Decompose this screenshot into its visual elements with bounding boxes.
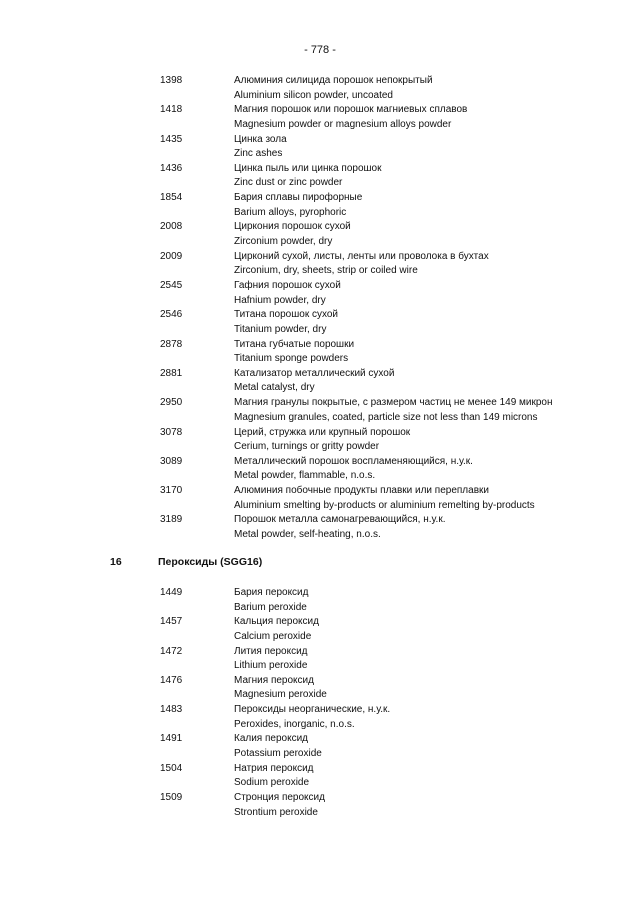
name-english: Strontium peroxide — [234, 806, 318, 818]
un-number: 1854 — [160, 192, 183, 204]
un-number: 2546 — [160, 309, 183, 321]
name-english: Zinc dust or zinc powder — [234, 177, 343, 189]
list-item — [0, 396, 640, 425]
un-number: 3078 — [160, 426, 183, 438]
un-number: 1418 — [160, 104, 183, 116]
name-russian: Титана порошок сухой — [234, 309, 339, 321]
list-item — [0, 279, 640, 308]
un-number: 1509 — [160, 792, 183, 804]
list-item — [0, 703, 640, 732]
name-russian: Магния порошок или порошок магниевых сплавов — [234, 104, 468, 116]
name-russian: Магния гранулы покрытые, с размером частиц не менее 149 микрон — [234, 397, 553, 409]
name-russian: Калия пероксид — [234, 733, 309, 745]
substance-description — [234, 484, 535, 513]
name-english: Aluminium smelting by-products or aluminium remelting by-products — [234, 499, 535, 511]
name-russian: Лития пероксид — [234, 645, 308, 657]
list-item — [0, 220, 640, 249]
name-russian: Цинка зола — [234, 133, 287, 145]
name-russian: Стронция пероксид — [234, 792, 325, 804]
name-english: Barium peroxide — [234, 601, 307, 613]
list-item — [0, 250, 640, 279]
un-number: 3170 — [160, 485, 183, 497]
name-russian: Катализатор металлический сухой — [234, 367, 395, 379]
un-number: 1491 — [160, 733, 183, 745]
un-number: 1476 — [160, 674, 183, 686]
list-item — [0, 338, 640, 367]
substance-description — [234, 191, 362, 220]
name-russian: Цирконий сухой, листы, ленты или проволока в бухтах — [234, 250, 489, 262]
list-item — [0, 762, 640, 791]
name-english: Calcium peroxide — [234, 630, 312, 642]
substance-description — [234, 162, 381, 191]
name-russian: Металлический порошок воспламеняющийся, н.у.к. — [234, 455, 473, 467]
list-item — [0, 74, 640, 103]
substance-description — [234, 250, 489, 279]
name-english: Zirconium, dry, sheets, strip or coiled wire — [234, 265, 418, 277]
name-russian: Гафния порошок сухой — [234, 280, 341, 292]
name-english: Potassium peroxide — [234, 747, 322, 759]
substance-description — [234, 133, 287, 162]
list-item — [0, 645, 640, 674]
substance-description — [234, 279, 341, 308]
substance-description — [234, 367, 394, 396]
name-english: Lithium peroxide — [234, 660, 308, 672]
un-number: 1398 — [160, 75, 183, 86]
name-english: Zirconium powder, dry — [234, 235, 333, 247]
un-number: 1457 — [160, 616, 183, 628]
substance-description — [234, 103, 467, 132]
substance-description — [234, 762, 314, 791]
name-english: Metal powder, self-heating, n.o.s. — [234, 528, 381, 540]
un-number: 2881 — [160, 367, 183, 379]
un-number: 2009 — [160, 250, 183, 262]
name-russian: Бария пероксид — [234, 587, 309, 598]
list-item — [0, 103, 640, 132]
list-item — [0, 513, 640, 542]
name-english: Cerium, turnings or gritty powder — [234, 441, 380, 453]
substance-description — [234, 426, 410, 455]
substance-description — [234, 74, 433, 103]
page-number: - 778 - — [304, 44, 336, 56]
name-english: Sodium peroxide — [234, 777, 310, 789]
section-number: 16 — [110, 556, 122, 568]
un-number: 2950 — [160, 397, 183, 409]
name-english: Aluminium silicon powder, uncoated — [234, 89, 393, 101]
name-english: Barium alloys, pyrophoric — [234, 206, 347, 218]
un-number: 1504 — [160, 762, 183, 774]
un-number: 2008 — [160, 221, 183, 233]
list-item — [0, 133, 640, 162]
list-item — [0, 162, 640, 191]
substance-description — [234, 703, 390, 732]
name-russian: Церий, стружка или крупный порошок — [234, 426, 411, 438]
list-item — [0, 426, 640, 455]
un-number: 3089 — [160, 455, 183, 467]
name-russian: Циркония порошок сухой — [234, 221, 351, 233]
substance-description — [234, 645, 308, 674]
name-english: Peroxides, inorganic, n.o.s. — [234, 718, 355, 730]
un-number: 1449 — [160, 587, 183, 598]
name-russian: Бария сплавы пирофорные — [234, 192, 363, 204]
list-item — [0, 455, 640, 484]
list-item — [0, 308, 640, 337]
name-english: Titanium powder, dry — [234, 323, 327, 335]
substance-description — [234, 586, 308, 615]
substance-description — [234, 674, 327, 703]
list-item — [0, 586, 640, 615]
list-item — [0, 791, 640, 820]
name-english: Magnesium powder or magnesium alloys powder — [234, 118, 452, 130]
substance-description — [234, 513, 445, 542]
name-english: Hafnium powder, dry — [234, 294, 326, 306]
substance-description — [234, 338, 354, 367]
name-russian: Алюминия силицида порошок непокрытый — [234, 75, 433, 86]
name-russian: Кальция пероксид — [234, 616, 319, 628]
list-item — [0, 191, 640, 220]
list-item — [0, 484, 640, 513]
name-english: Metal powder, flammable, n.o.s. — [234, 470, 376, 482]
list-item — [0, 732, 640, 761]
name-english: Zinc ashes — [234, 148, 283, 160]
name-english: Magnesium peroxide — [234, 689, 327, 701]
section-title: Пероксиды (SGG16) — [158, 556, 263, 568]
substance-description — [234, 455, 473, 484]
section-heading — [110, 555, 262, 570]
substance-description — [234, 396, 553, 425]
substance-description — [234, 732, 322, 761]
list-item — [0, 615, 640, 644]
name-russian: Цинка пыль или цинка порошок — [234, 162, 382, 174]
name-russian: Титана губчатые порошки — [234, 338, 355, 350]
list-item — [0, 674, 640, 703]
substance-list — [0, 74, 640, 543]
un-number: 1483 — [160, 704, 183, 716]
substance-description — [234, 220, 351, 249]
list-item — [0, 367, 640, 396]
name-english: Titanium sponge powders — [234, 353, 349, 365]
substance-description — [234, 308, 338, 337]
un-number: 1436 — [160, 162, 183, 174]
name-english: Magnesium granules, coated, particle size not less than 149 microns — [234, 411, 538, 423]
name-russian: Натрия пероксид — [234, 762, 314, 774]
un-number: 3189 — [160, 514, 183, 526]
un-number: 2545 — [160, 280, 183, 292]
un-number: 2878 — [160, 338, 183, 350]
peroxide-list — [0, 586, 640, 820]
name-russian: Пероксиды неорганические, н.у.к. — [234, 704, 391, 716]
un-number: 1472 — [160, 645, 183, 657]
name-russian: Порошок металла самонагревающийся, н.у.к. — [234, 514, 446, 526]
un-number: 1435 — [160, 133, 183, 145]
name-russian: Алюминия побочные продукты плавки или переплавки — [234, 485, 489, 497]
substance-description — [234, 615, 319, 644]
name-english: Metal catalyst, dry — [234, 382, 315, 394]
substance-description — [234, 791, 325, 820]
name-russian: Магния пероксид — [234, 674, 314, 686]
